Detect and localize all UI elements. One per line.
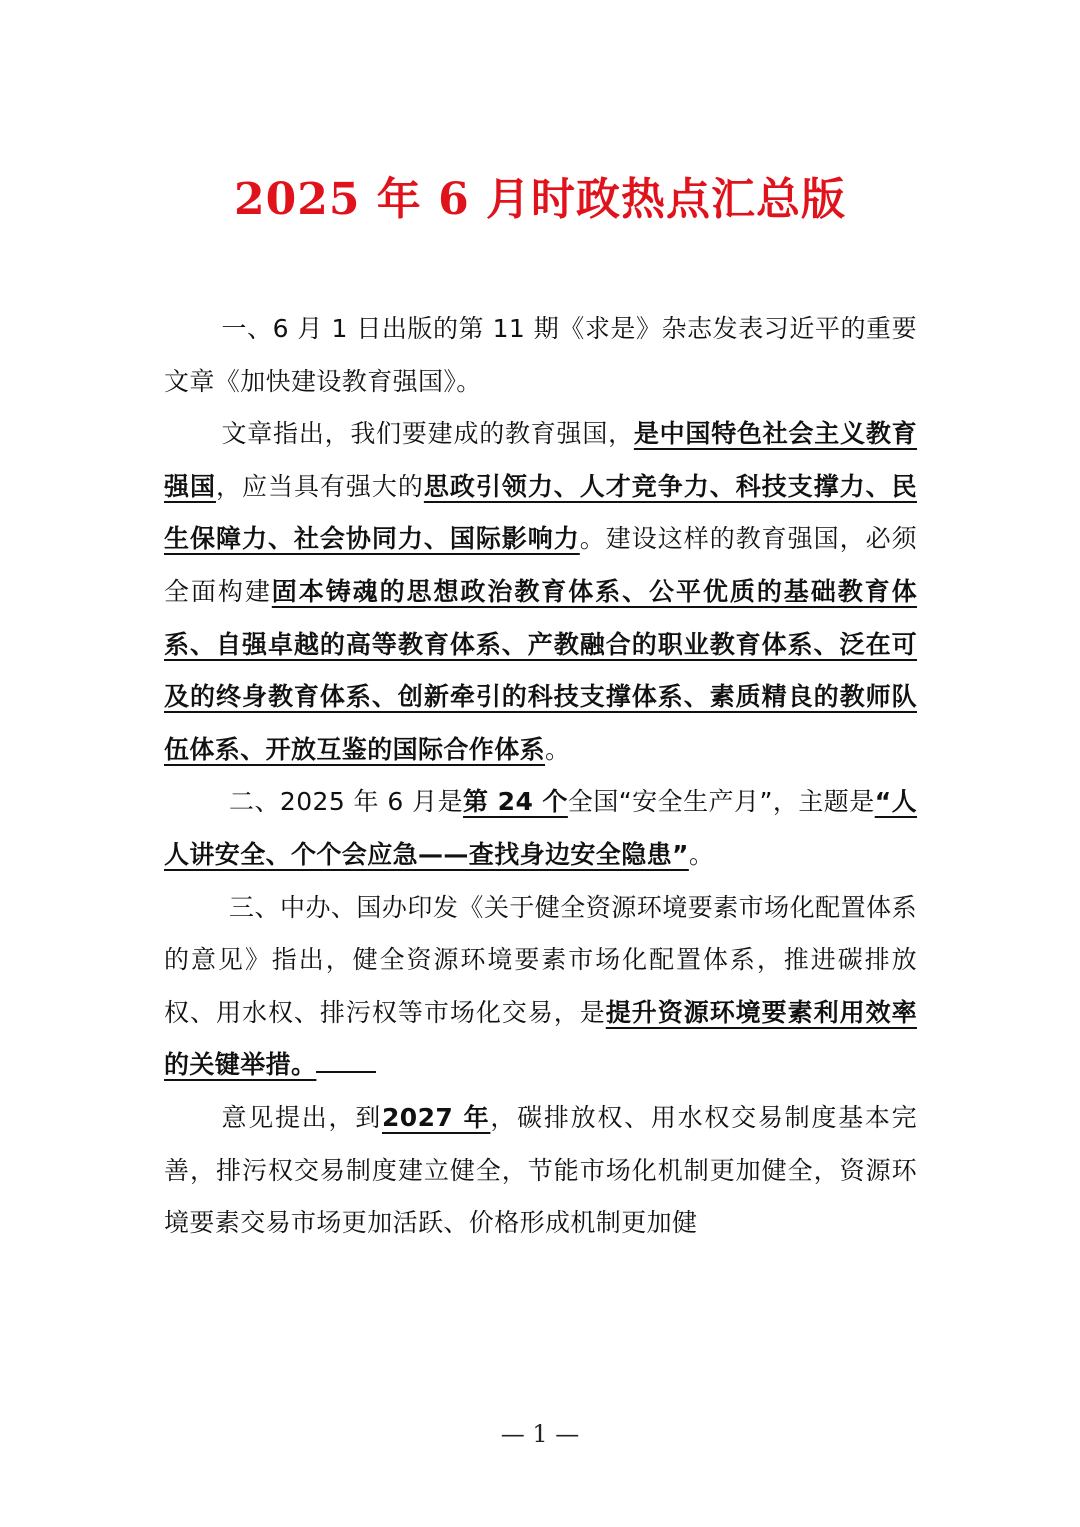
paragraph-1-text: 一、6 月 1 日出版的第 11 期《求是》杂志发表习近平的重要文章《加快建设教育强国》。 — [164, 314, 917, 396]
paragraph-5 — [164, 1092, 917, 1250]
paragraph-1 — [164, 303, 917, 408]
paragraph-3-text-1: 二、2025 年 6 月是 — [229, 787, 464, 817]
document-title: 2025 年 6 月时政热点汇总版 — [233, 174, 847, 226]
page-number: — 1 — — [500, 1420, 580, 1448]
paragraph-3-text-3: 。 — [688, 839, 715, 869]
document-body — [164, 303, 917, 1250]
paragraph-2-text-3: 。建设这样的教育强国，必须全面构建 — [164, 524, 918, 606]
paragraph-3-text-2: 全国“安全生产月”，主题是 — [567, 787, 875, 817]
paragraph-5-underline-1: 2027 年 — [382, 1102, 491, 1132]
paragraph-2-text-1: 文章指出，我们要建成的教育强国， — [221, 419, 634, 449]
paragraph-4-underline-1: 提升资源环境要素利用效率的关键举措。 — [164, 997, 917, 1080]
paragraph-2-underline-3: 固本铸魂的思想政治教育体系、公平优质的基础教育体系、自强卓越的高等教育体系、产教融合的职业教育体系、泛在可及的终身教育体系、创新牵引的科技支撑体系、素质精良的教师队伍体系、开放互鉴的国际合作体系 — [164, 576, 917, 764]
paragraph-4 — [164, 882, 917, 1092]
paragraph-2-text-2: ，应当具有强大的 — [215, 471, 424, 501]
paragraph-2-underline-2: 思政引领力、人才竞争力、科技支撑力、民生保障力、社会协同力、国际影响力 — [164, 471, 918, 554]
paragraph-2 — [164, 408, 917, 776]
paragraph-2-text-4: 。 — [545, 734, 571, 764]
paragraph-3-underline-1: 第 24 个 — [463, 787, 568, 817]
paragraph-5-text-2: ，碳排放权、用水权交易制度基本完善，排污权交易制度建立健全，节能市场化机制更加健全，资源环境要素交易市场更加活跃、价格形成机制更加健 — [164, 1102, 918, 1238]
paragraph-3 — [164, 776, 917, 881]
paragraph-4-blank-line — [316, 1070, 376, 1073]
paragraph-2-underline-1: 是中国特色社会主义教育强国 — [164, 419, 918, 501]
paragraph-5-text-1: 意见提出，到 — [221, 1102, 382, 1132]
paragraph-4-text-1: 三、中办、国办印发《关于健全资源环境要素市场化配置体系的意见》指出，健全资源环境要素市场化配置体系，推进碳排放权、用水权、排污权等市场化交易，是 — [164, 892, 917, 1027]
paragraph-3-underline-2: “人人讲安全、个个会应急——查找身边安全隐患” — [164, 787, 917, 869]
